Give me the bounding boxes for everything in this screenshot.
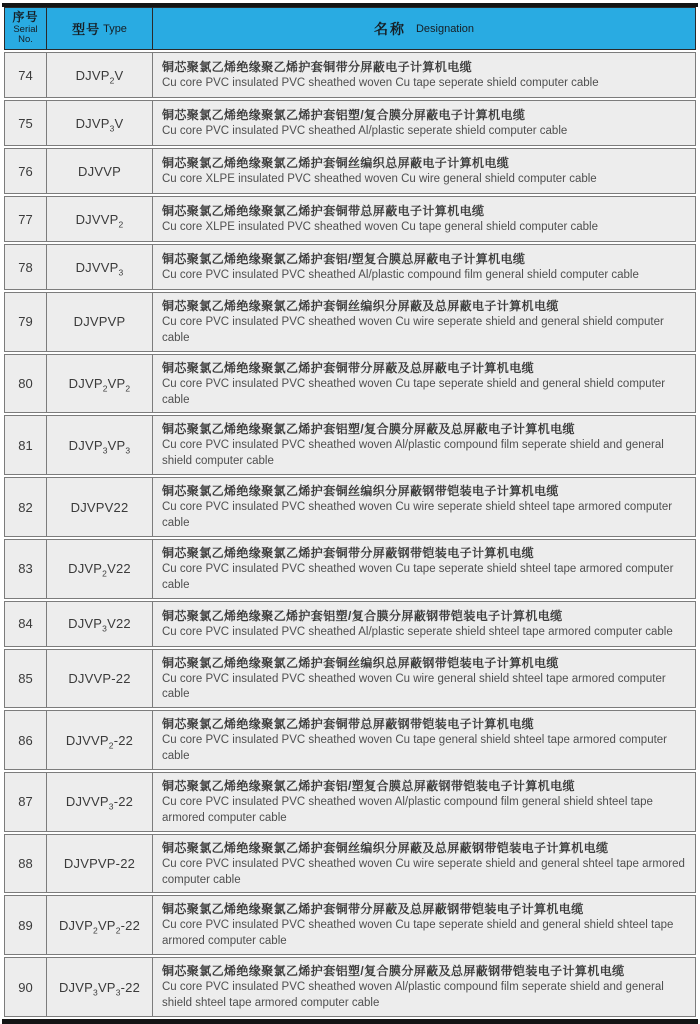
- serial-number: 75: [18, 115, 33, 131]
- serial-cell: [5, 53, 47, 97]
- table-row: [4, 477, 696, 537]
- type-cell: [47, 416, 153, 474]
- type-code: $DJVVP_3-22$: [65, 794, 134, 812]
- type-code: $DJVVP_2$: [75, 211, 124, 230]
- header-designation-cell: [153, 8, 695, 49]
- designation-en: Cu core PVC insulated PVC sheathed woven Cu tape seperate shield and general shield computer cable: [162, 377, 666, 406]
- type-cell: [47, 896, 153, 954]
- header-type-zh: 型号: [72, 22, 101, 37]
- type-cell: [47, 773, 153, 831]
- type-cell: [47, 245, 153, 289]
- type-code: $DJVP_3VP_3-22$: [58, 979, 141, 998]
- designation-cell: [153, 355, 695, 413]
- serial-number: 86: [18, 732, 33, 748]
- designation-cell: [153, 416, 695, 474]
- serial-cell: [5, 197, 47, 241]
- type-code: $DJVP_2VP_2$: [68, 376, 131, 394]
- table-row: [4, 244, 696, 290]
- designation-en: Cu core PVC insulated PVC sheathed woven Cu tape seperate shield and general shield shteel tape armored computer cable: [162, 919, 674, 948]
- serial-number: 90: [18, 979, 33, 995]
- designation-cell: [153, 149, 695, 193]
- designation-en: Cu core PVC insulated PVC sheathed Al/plastic seperate shield computer cable: [162, 125, 568, 138]
- designation-en: Cu core PVC insulated PVC sheathed woven Al/plastic compound film seperate shield and general shield shteel tape armored computer cable: [162, 981, 664, 1010]
- designation-en: Cu core PVC insulated PVC sheathed Al/plastic seperate shield shteel tape armored computer cable: [162, 625, 673, 638]
- table-row: [4, 415, 696, 475]
- serial-cell: [5, 650, 47, 708]
- designation-zh: 铜芯聚氯乙烯绝缘聚氯乙烯护套铜带总屏蔽钢带铠装电子计算机电缆: [162, 717, 535, 732]
- designation-en: Cu core XLPE insulated PVC sheathed woven Cu wire general shield computer cable: [162, 173, 597, 186]
- serial-number: 77: [18, 211, 33, 227]
- header-designation-en: Designation: [415, 22, 475, 35]
- type-cell: [47, 293, 153, 351]
- header-type-en: Type: [103, 22, 127, 35]
- table-row: [4, 100, 696, 146]
- table-row: [4, 957, 696, 1017]
- designation-cell: [153, 711, 695, 769]
- header-serial-zh: 序号: [12, 10, 39, 25]
- serial-number: 78: [18, 259, 33, 275]
- designation-zh: 铜芯聚氯乙烯绝缘聚氯乙烯护套铜带分屏蔽钢带铠装电子计算机电缆: [162, 545, 535, 560]
- serial-number: 85: [18, 670, 33, 686]
- designation-cell: [153, 835, 695, 893]
- type-code: $DJVP_3VP_3$: [68, 437, 131, 456]
- designation-zh: 铜芯聚氯乙烯绝缘聚氯乙烯护套铜带分屏蔽及总屏蔽钢带铠装电子计算机电缆: [162, 902, 584, 917]
- serial-cell: [5, 149, 47, 193]
- designation-en: Cu core PVC insulated PVC sheathed woven Al/plastic compound film general shield shteel tape armored computer cable: [162, 796, 653, 824]
- designation-zh: 铜芯聚氯乙烯绝缘聚氯乙烯护套铜丝编织分屏蔽及总屏蔽钢带铠装电子计算机电缆: [162, 840, 609, 855]
- table-row: [4, 354, 696, 414]
- type-cell: [47, 197, 153, 241]
- serial-cell: [5, 416, 47, 474]
- designation-zh: 铜芯聚氯乙烯绝缘聚氯乙烯护套铝塑/复合膜分屏蔽及总屏蔽钢带铠装电子计算机电缆: [162, 964, 625, 979]
- header-serial-cell: [5, 8, 47, 49]
- serial-cell: [5, 602, 47, 646]
- type-code: $DJVVP_2-22$: [65, 732, 134, 751]
- designation-cell: [153, 896, 695, 954]
- serial-number: 88: [18, 856, 33, 872]
- designation-zh: 铜芯聚氯乙烯绝缘聚氯乙烯护套铜带总屏蔽电子计算机电缆: [162, 204, 485, 219]
- type-code: $DJVP_2V22$: [68, 561, 131, 579]
- table-row: [4, 649, 696, 709]
- designation-zh: 铜芯聚氯乙烯绝缘聚氯乙烯护套铝塑/复合膜分屏蔽电子计算机电缆: [162, 108, 526, 123]
- type-code: DJVPVP-22: [63, 856, 136, 872]
- serial-cell: [5, 245, 47, 289]
- designation-cell: [153, 650, 695, 708]
- designation-cell: [153, 101, 695, 145]
- designation-cell: [153, 53, 695, 97]
- designation-zh: 铜芯聚氯乙烯绝缘聚氯乙烯护套铜丝编织总屏蔽钢带铠装电子计算机电缆: [162, 655, 559, 670]
- designation-cell: [153, 293, 695, 351]
- serial-cell: [5, 711, 47, 769]
- type-code: $DJVVP_3$: [75, 259, 124, 278]
- designation-en: Cu core PVC insulated PVC sheathed woven Cu tape seperate shield shteel tape armored computer cable: [162, 562, 674, 591]
- designation-zh: 铜芯聚氯乙烯绝缘聚乙烯护套铝塑/复合膜分屏蔽钢带铠装电子计算机电缆: [162, 608, 563, 623]
- designation-cell: [153, 540, 695, 598]
- designation-cell: [153, 197, 695, 241]
- serial-number: 81: [18, 437, 33, 453]
- serial-cell: [5, 293, 47, 351]
- type-code: DJVVP: [78, 163, 121, 179]
- designation-zh: 铜芯聚氯乙烯绝缘聚氯乙烯护套铜带分屏蔽及总屏蔽电子计算机电缆: [162, 360, 535, 375]
- type-code: DJVVP-22: [68, 670, 131, 686]
- table-row: [4, 772, 696, 832]
- type-cell: [47, 835, 153, 893]
- designation-cell: [153, 245, 695, 289]
- serial-number: 87: [18, 794, 33, 810]
- serial-number: 74: [18, 67, 33, 83]
- designation-cell: [153, 773, 695, 831]
- serial-cell: [5, 478, 47, 536]
- header-type-cell: [47, 8, 153, 49]
- table-row: [4, 52, 696, 98]
- type-code: $DJVP_2V$: [75, 67, 124, 86]
- designation-en: Cu core PVC insulated PVC sheathed woven Cu wire seperate shield and general shield computer cable: [162, 316, 664, 344]
- designation-zh: 铜芯聚氯乙烯绝缘聚氯乙烯护套铜丝编织分屏蔽及总屏蔽电子计算机电缆: [162, 299, 559, 313]
- table-row: [4, 196, 696, 242]
- serial-number: 76: [18, 163, 33, 179]
- designation-en: Cu core PVC insulated PVC sheathed woven Cu tape general shield shteel tape armored computer cable: [162, 734, 668, 763]
- table-row: [4, 292, 696, 352]
- table-row: [4, 834, 696, 894]
- type-code: DJVPV22: [70, 499, 129, 515]
- designation-cell: [153, 602, 695, 646]
- table-body: [4, 52, 696, 1017]
- type-cell: [47, 650, 153, 708]
- serial-cell: [5, 835, 47, 893]
- serial-number: 89: [18, 917, 33, 933]
- designation-zh: 铜芯聚氯乙烯绝缘聚氯乙烯护套铝塑/复合膜分屏蔽及总屏蔽电子计算机电缆: [162, 422, 575, 437]
- serial-number: 82: [18, 499, 33, 515]
- header-designation-zh: 名称: [373, 20, 406, 37]
- type-cell: [47, 478, 153, 536]
- designation-zh: 铜芯聚氯乙烯绝缘聚氯乙烯护套铝/塑复合膜总屏蔽钢带铠装电子计算机电缆: [162, 779, 575, 794]
- serial-number: 80: [18, 376, 33, 392]
- designation-en: Cu core XLPE insulated PVC sheathed woven Cu tape general shield computer cable: [162, 221, 598, 234]
- header-serial-en1: Serial: [13, 23, 38, 35]
- serial-number: 83: [18, 561, 33, 577]
- designation-en: Cu core PVC insulated PVC sheathed woven Cu wire seperate shield and general shteel tape armored computer cable: [162, 857, 685, 886]
- designation-en: Cu core PVC insulated PVC sheathed woven Al/plastic compound film seperate shield and general shield computer cable: [162, 439, 664, 468]
- designation-en: Cu core PVC insulated PVC sheathed Al/plastic compound film general shield computer cable: [162, 269, 639, 282]
- table-row: [4, 710, 696, 770]
- header-serial-en2: No.: [18, 34, 33, 46]
- designation-en: Cu core PVC insulated PVC sheathed woven Cu wire seperate shield shteel tape armored computer cable: [162, 501, 673, 530]
- table-header: [4, 7, 696, 50]
- designation-en: Cu core PVC insulated PVC sheathed woven Cu tape seperate shield computer cable: [162, 77, 599, 90]
- serial-cell: [5, 101, 47, 145]
- type-code: DJVPVP: [73, 314, 126, 330]
- designation-zh: 铜芯聚氯乙烯绝缘聚氯乙烯护套铜丝编织分屏蔽钢带铠装电子计算机电缆: [162, 484, 559, 499]
- designation-cell: [153, 478, 695, 536]
- table-row: [4, 601, 696, 647]
- serial-cell: [5, 773, 47, 831]
- type-code: $DJVP_3V22$: [68, 616, 131, 634]
- type-cell: [47, 711, 153, 769]
- serial-number: 79: [18, 314, 33, 330]
- type-cell: [47, 53, 153, 97]
- type-cell: [47, 355, 153, 413]
- type-code: $DJVP_2VP_2-22$: [58, 917, 141, 936]
- designation-en: Cu core PVC insulated PVC sheathed woven Cu wire general shield shteel tape armored computer cable: [162, 672, 666, 701]
- type-cell: [47, 540, 153, 598]
- designation-zh: 铜芯聚氯乙烯绝缘聚乙烯护套铜带分屏蔽电子计算机电缆: [162, 60, 473, 75]
- serial-cell: [5, 896, 47, 954]
- serial-cell: [5, 958, 47, 1016]
- table-row: [4, 895, 696, 955]
- designation-cell: [153, 958, 695, 1016]
- type-code: $DJVP_3V$: [75, 115, 124, 134]
- table-row: [4, 539, 696, 599]
- bottom-rule: [2, 1019, 698, 1024]
- serial-cell: [5, 355, 47, 413]
- serial-cell: [5, 540, 47, 598]
- type-cell: [47, 149, 153, 193]
- table-row: [4, 148, 696, 194]
- type-cell: [47, 958, 153, 1016]
- serial-number: 84: [18, 616, 33, 632]
- designation-zh: 铜芯聚氯乙烯绝缘聚氯乙烯护套铝/塑复合膜总屏蔽电子计算机电缆: [162, 252, 526, 267]
- type-cell: [47, 101, 153, 145]
- type-cell: [47, 602, 153, 646]
- designation-zh: 铜芯聚氯乙烯绝缘聚氯乙烯护套铜丝编织总屏蔽电子计算机电缆: [162, 156, 510, 171]
